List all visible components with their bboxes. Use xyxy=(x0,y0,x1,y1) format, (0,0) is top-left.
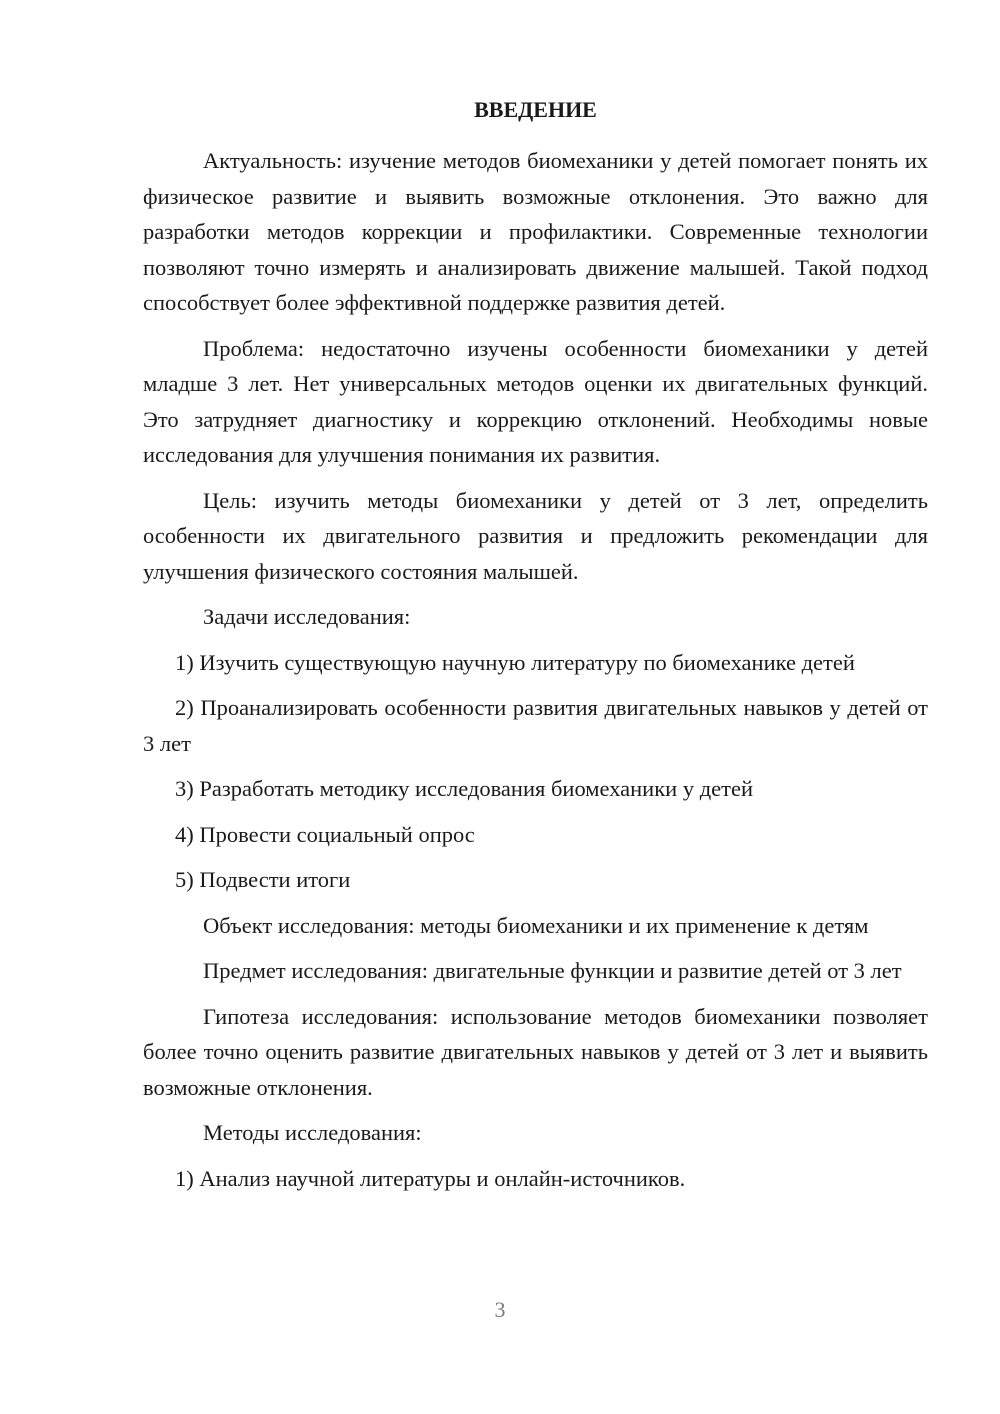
object-paragraph: Объект исследования: методы биомеханики и их применение к детям xyxy=(203,912,869,938)
goal-paragraph: Цель: изучить методы биомеханики у детей от 3 лет, определить особенности их двигательного развития и предложить рекомендации для улучшения физического состояния малышей. xyxy=(143,487,928,584)
task-item-5: 5) Подвести итоги xyxy=(175,867,351,892)
task-item-4: 4) Провести социальный опрос xyxy=(175,821,475,847)
relevance-paragraph: Актуальность: изучение методов биомеханики у детей помогает понять их физическое развитие и выявить возможные отклонения. Это важно для разработки методов коррекции и профилактики. Современные технологии позволяют точно измерять и анализировать движение малышей. Такой подход способствует более эффективной поддержке развития детей. xyxy=(143,148,928,315)
tasks-heading: Задачи исследования: xyxy=(203,604,411,629)
document-page xyxy=(143,92,928,1206)
task-item-2: 2) Проанализировать особенности развития двигательных навыков у детей от 3 лет xyxy=(143,695,928,756)
methods-heading: Методы исследования: xyxy=(203,1120,422,1145)
method-item-1: 1) Анализ научной литературы и онлайн-источников. xyxy=(175,1165,686,1191)
task-item-3: 3) Разработать методику исследования биомеханики у детей xyxy=(175,776,753,801)
section-title: ВВЕДЕНИЕ xyxy=(474,97,597,122)
problem-paragraph: Проблема: недостаточно изучены особенности биомеханики у детей младше 3 лет. Нет универсальных методов оценки их двигательных функций. Это затрудняет диагностику и коррекцию отклонений. Необходимы новые исследования для улучшения понимания их развития. xyxy=(143,335,928,467)
page-number: 3 xyxy=(494,1297,506,1322)
hypothesis-paragraph: Гипотеза исследования: использование методов биомеханики позволяет более точно оценить развитие двигательных навыков у детей от 3 лет и выявить возможные отклонения. xyxy=(143,1003,928,1100)
subject-paragraph: Предмет исследования: двигательные функции и развитие детей от 3 лет xyxy=(203,958,902,983)
task-item-1: 1) Изучить существующую научную литературу по биомеханике детей xyxy=(175,649,855,675)
